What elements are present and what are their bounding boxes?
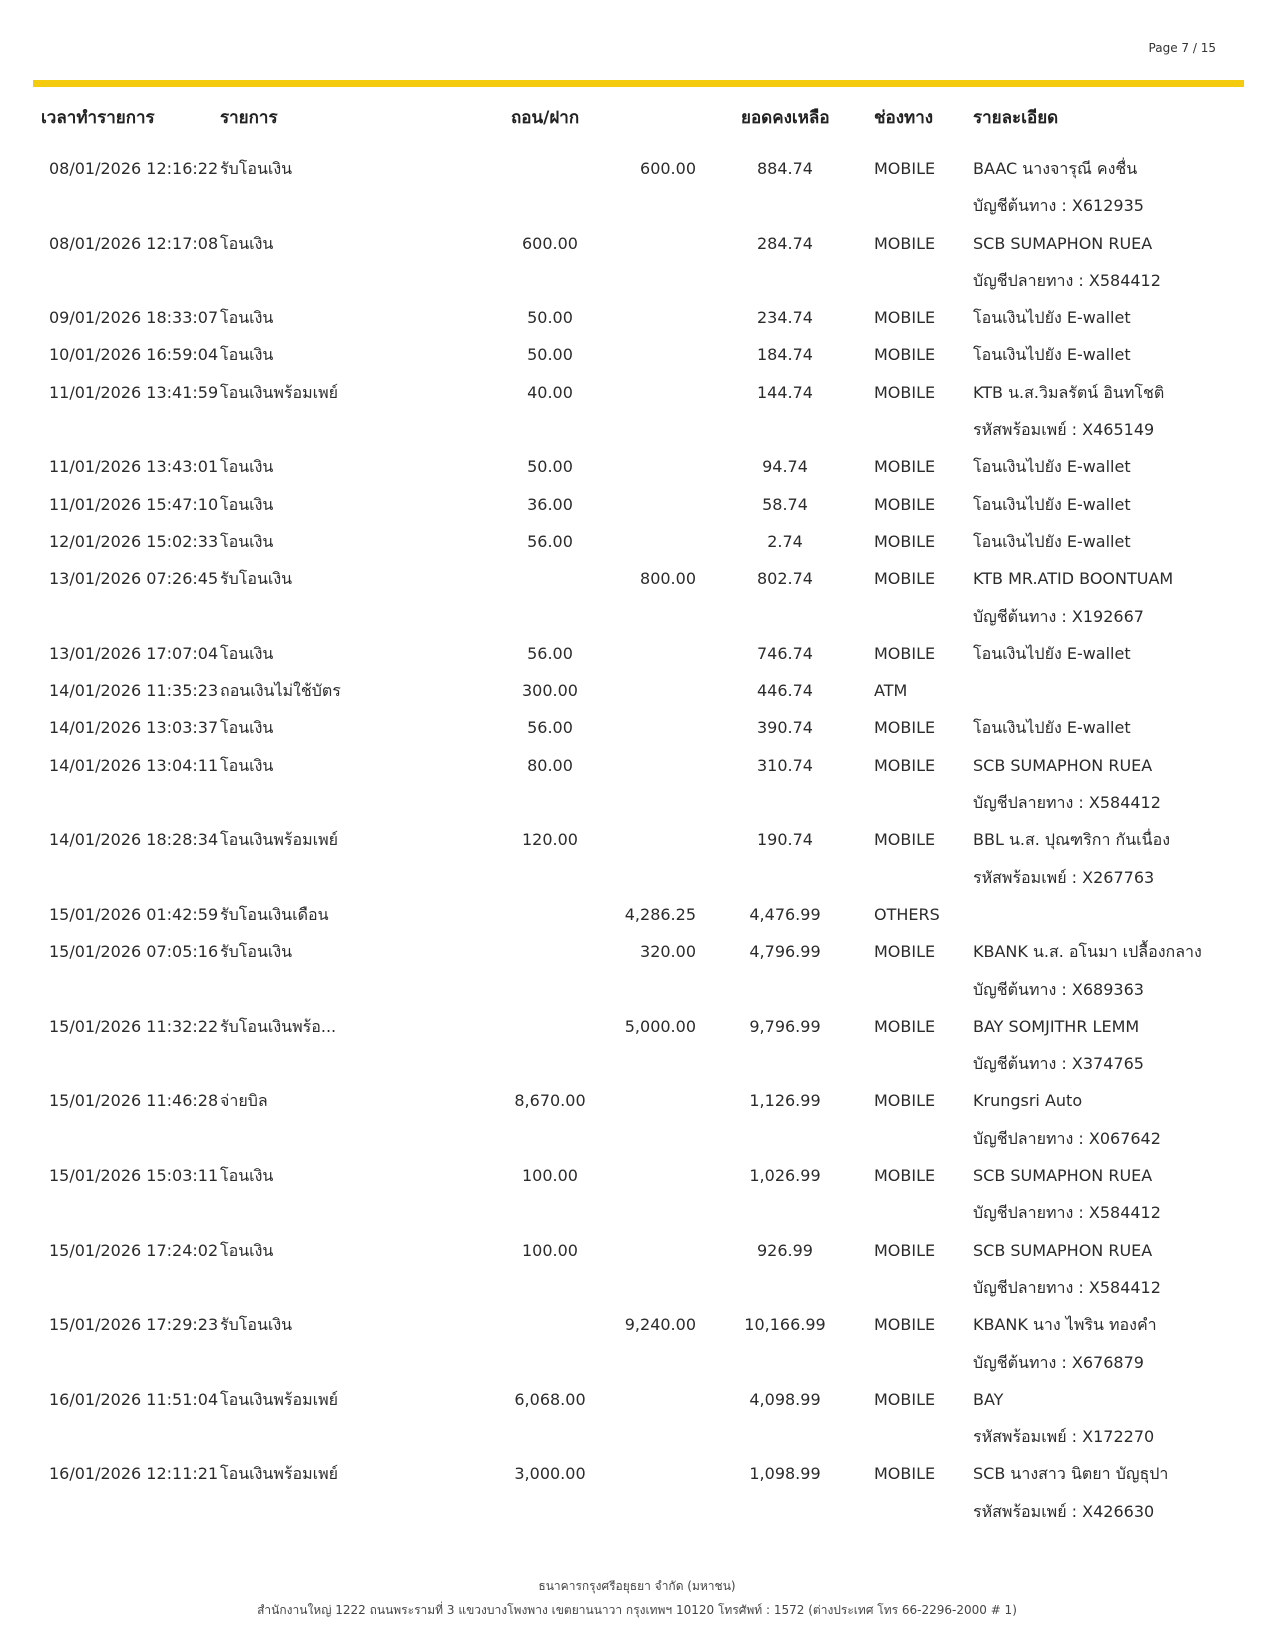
transaction-channel: MOBILE — [874, 1464, 936, 1484]
transaction-balance: 284.74 — [757, 233, 813, 253]
table-header — [0, 104, 1274, 134]
transaction-detail: โอนเงินไปยัง E-wallet — [973, 308, 1131, 328]
table-row — [0, 1381, 1274, 1456]
transaction-detail: โอนเงินไปยัง E-wallet — [973, 494, 1131, 514]
table-row — [0, 635, 1274, 672]
header-balance: ยอดคงเหลือ — [741, 108, 830, 128]
table-row — [0, 1157, 1274, 1232]
transaction-deposit: 4,286.25 — [624, 904, 696, 924]
transaction-detail: BAAC นางจารุณี คงชื่น — [973, 159, 1138, 178]
transaction-deposit: 800.00 — [640, 569, 696, 589]
transaction-channel: MOBILE — [874, 755, 936, 775]
transaction-deposit — [600, 336, 696, 373]
table-row — [0, 1008, 1274, 1083]
transaction-balance: 190.74 — [757, 830, 813, 850]
transaction-balance: 94.74 — [762, 457, 808, 477]
transaction-withdraw: 40.00 — [527, 382, 573, 402]
transaction-detail: SCB SUMAPHON RUEA — [973, 755, 1153, 775]
transaction-time: 09/01/2026 18:33:07 — [49, 308, 219, 328]
transaction-balance: 10,166.99 — [744, 1315, 826, 1335]
transaction-detail: KBANK นาง ไพริน ทองคำ — [973, 1315, 1157, 1335]
table-row — [0, 486, 1274, 523]
header-time: เวลาทำรายการ — [41, 108, 155, 128]
transaction-balance: 310.74 — [757, 755, 813, 775]
transaction-deposit — [600, 709, 696, 746]
transaction-time: 16/01/2026 12:11:21 — [49, 1464, 219, 1484]
transaction-withdraw: 100.00 — [522, 1166, 578, 1186]
transaction-withdraw: 80.00 — [527, 755, 573, 775]
transaction-channel: MOBILE — [874, 1389, 936, 1409]
transaction-channel: MOBILE — [874, 531, 936, 551]
transaction-account-ref: รหัสพร้อมเพย์ : X267763 — [973, 867, 1155, 887]
transaction-description: โอนเงินพร้อมเพย์ — [220, 1464, 339, 1484]
header-description: รายการ — [220, 108, 278, 128]
transaction-channel: MOBILE — [874, 718, 936, 738]
transaction-time: 10/01/2026 16:59:04 — [49, 345, 219, 365]
transaction-balance: 144.74 — [757, 382, 813, 402]
transaction-deposit: 9,240.00 — [624, 1315, 696, 1335]
transaction-account-ref: บัญชีปลายทาง : X584412 — [973, 1277, 1161, 1297]
table-row — [0, 821, 1274, 896]
transaction-withdraw: 36.00 — [527, 494, 573, 514]
transaction-description: รับโอนเงิน — [220, 569, 293, 589]
transaction-account-ref: บัญชีต้นทาง : X676879 — [973, 1352, 1144, 1372]
transaction-channel: MOBILE — [874, 1091, 936, 1111]
table-row — [0, 448, 1274, 485]
transaction-time: 15/01/2026 17:29:23 — [49, 1315, 219, 1335]
transaction-channel: MOBILE — [874, 830, 936, 850]
transaction-account-ref: บัญชีปลายทาง : X067642 — [973, 1128, 1161, 1148]
transaction-description: โอนเงิน — [220, 755, 274, 775]
transaction-withdraw: 56.00 — [527, 531, 573, 551]
accent-bar — [33, 80, 1244, 87]
transaction-account-ref: บัญชีต้นทาง : X612935 — [973, 196, 1144, 216]
header-withdraw-deposit: ถอน/ฝาก — [511, 108, 580, 128]
transaction-detail: โอนเงินไปยัง E-wallet — [973, 457, 1131, 477]
transaction-balance: 446.74 — [757, 681, 813, 701]
transaction-deposit — [600, 1232, 696, 1269]
transaction-description: โอนเงิน — [220, 531, 274, 551]
transaction-detail: KBANK น.ส. อโนมา เปลื้องกลาง — [973, 942, 1202, 962]
transaction-time: 14/01/2026 11:35:23 — [49, 681, 219, 701]
table-row — [0, 299, 1274, 336]
transaction-deposit — [600, 1157, 696, 1194]
transaction-time: 12/01/2026 15:02:33 — [49, 531, 219, 551]
table-row — [0, 1082, 1274, 1157]
transaction-time: 13/01/2026 17:07:04 — [49, 643, 219, 663]
transaction-channel: MOBILE — [874, 1315, 936, 1335]
transaction-description: โอนเงิน — [220, 494, 274, 514]
footer-bank-name: ธนาคารกรุงศรีอยุธยา จำกัด (มหาชน) — [538, 1579, 736, 1593]
transaction-deposit — [600, 1381, 696, 1418]
transaction-account-ref: บัญชีต้นทาง : X192667 — [973, 606, 1144, 626]
transaction-description: โอนเงิน — [220, 1166, 274, 1186]
transaction-balance: 746.74 — [757, 643, 813, 663]
transaction-channel: MOBILE — [874, 233, 936, 253]
transaction-withdraw: 6,068.00 — [514, 1389, 586, 1409]
transaction-time: 14/01/2026 18:28:34 — [49, 830, 219, 850]
transaction-channel: MOBILE — [874, 643, 936, 663]
transaction-detail: SCB SUMAPHON RUEA — [973, 233, 1153, 253]
transaction-withdraw: 50.00 — [527, 345, 573, 365]
transaction-deposit — [600, 1082, 696, 1119]
transaction-time: 11/01/2026 13:43:01 — [49, 457, 219, 477]
transaction-channel: MOBILE — [874, 1166, 936, 1186]
transaction-withdraw: 56.00 — [527, 718, 573, 738]
transaction-channel: ATM — [874, 681, 908, 701]
transaction-channel: MOBILE — [874, 382, 936, 402]
transaction-account-ref: รหัสพร้อมเพย์ : X465149 — [973, 420, 1155, 440]
transaction-time: 14/01/2026 13:04:11 — [49, 755, 219, 775]
transaction-channel: MOBILE — [874, 457, 936, 477]
transaction-channel: MOBILE — [874, 345, 936, 365]
table-row — [0, 747, 1274, 822]
table-row — [0, 709, 1274, 746]
transaction-detail: โอนเงินไปยัง E-wallet — [973, 345, 1131, 365]
transaction-time: 15/01/2026 01:42:59 — [49, 904, 219, 924]
transaction-balance: 2.74 — [767, 531, 803, 551]
transaction-description: โอนเงิน — [220, 233, 274, 253]
transaction-withdraw: 50.00 — [527, 457, 573, 477]
transaction-withdraw: 120.00 — [522, 830, 578, 850]
transaction-balance: 184.74 — [757, 345, 813, 365]
transaction-withdraw: 600.00 — [522, 233, 578, 253]
transaction-balance: 58.74 — [762, 494, 808, 514]
transaction-balance: 4,098.99 — [749, 1389, 821, 1409]
transaction-description: โอนเงิน — [220, 718, 274, 738]
transaction-deposit — [600, 448, 696, 485]
transaction-balance: 234.74 — [757, 308, 813, 328]
transaction-detail: BBL น.ส. ปุณฑริกา กันเนื่อง — [973, 830, 1170, 850]
transaction-deposit: 600.00 — [640, 159, 696, 178]
table-row — [0, 523, 1274, 560]
transaction-balance: 9,796.99 — [749, 1016, 821, 1036]
transaction-time: 16/01/2026 11:51:04 — [49, 1389, 219, 1409]
transaction-detail: KTB MR.ATID BOONTUAM — [973, 569, 1174, 589]
table-row — [0, 933, 1274, 1008]
transaction-channel: MOBILE — [874, 942, 936, 962]
transaction-balance: 802.74 — [757, 569, 813, 589]
table-row — [0, 374, 1274, 449]
table-row — [0, 896, 1274, 933]
transaction-description: โอนเงิน — [220, 457, 274, 477]
transaction-balance: 926.99 — [757, 1240, 813, 1260]
transaction-detail: BAY — [973, 1389, 1004, 1409]
table-row — [0, 225, 1274, 300]
transaction-withdraw: 56.00 — [527, 643, 573, 663]
transaction-time: 08/01/2026 12:17:08 — [49, 233, 219, 253]
transaction-channel: MOBILE — [874, 308, 936, 328]
transaction-channel: MOBILE — [874, 494, 936, 514]
transaction-description: โอนเงิน — [220, 345, 274, 365]
table-row — [0, 1306, 1274, 1381]
transaction-account-ref: บัญชีปลายทาง : X584412 — [973, 1203, 1161, 1223]
transaction-balance: 884.74 — [757, 159, 813, 178]
transaction-description: โอนเงินพร้อมเพย์ — [220, 830, 339, 850]
transaction-detail: Krungsri Auto — [973, 1091, 1083, 1111]
transaction-channel: MOBILE — [874, 1240, 936, 1260]
transaction-channel: MOBILE — [874, 159, 936, 178]
transaction-description: รับโอนเงินพร้อ... — [220, 1016, 337, 1036]
transaction-deposit: 5,000.00 — [624, 1016, 696, 1036]
transaction-detail: SCB SUMAPHON RUEA — [973, 1166, 1153, 1186]
transaction-time: 11/01/2026 15:47:10 — [49, 494, 219, 514]
transaction-balance: 1,126.99 — [749, 1091, 821, 1111]
transaction-withdraw: 300.00 — [522, 681, 578, 701]
table-row — [0, 672, 1274, 709]
transaction-description: โอนเงินพร้อมเพย์ — [220, 382, 339, 402]
transaction-time: 15/01/2026 15:03:11 — [49, 1166, 219, 1186]
transaction-balance: 1,026.99 — [749, 1166, 821, 1186]
transaction-deposit — [600, 1455, 696, 1492]
transaction-balance: 4,476.99 — [749, 904, 821, 924]
transaction-detail — [973, 672, 1253, 709]
transaction-deposit — [600, 374, 696, 411]
transaction-account-ref: รหัสพร้อมเพย์ : X426630 — [973, 1501, 1155, 1521]
transaction-balance: 390.74 — [757, 718, 813, 738]
transaction-description: จ่ายบิล — [220, 1091, 268, 1111]
transaction-list — [0, 150, 1274, 1530]
transaction-time: 15/01/2026 17:24:02 — [49, 1240, 219, 1260]
transaction-account-ref: บัญชีต้นทาง : X689363 — [973, 979, 1144, 999]
transaction-account-ref: บัญชีปลายทาง : X584412 — [973, 793, 1161, 813]
transaction-description: โอนเงิน — [220, 308, 274, 328]
transaction-detail: BAY SOMJITHR LEMM — [973, 1016, 1140, 1036]
transaction-balance: 4,796.99 — [749, 942, 821, 962]
transaction-detail: SCB SUMAPHON RUEA — [973, 1240, 1153, 1260]
transaction-description: รับโอนเงิน — [220, 159, 293, 178]
header-channel: ช่องทาง — [874, 108, 934, 128]
transaction-detail — [973, 896, 1253, 933]
transaction-description: รับโอนเงิน — [220, 942, 293, 962]
transaction-deposit — [600, 486, 696, 523]
table-row — [0, 1455, 1274, 1530]
transaction-description: โอนเงิน — [220, 643, 274, 663]
footer-address: สำนักงานใหญ่ 1222 ถนนพระรามที่ 3 แขวงบางโพงพาง เขตยานนาวา กรุงเทพฯ 10120 โทรศัพท์ : 1572 (ต่างประเทศ โทร 66-2296-2000 # 1) — [257, 1603, 1017, 1617]
table-row — [0, 150, 1274, 225]
transaction-withdraw: 3,000.00 — [514, 1464, 586, 1484]
transaction-deposit — [600, 821, 696, 858]
transaction-withdraw: 8,670.00 — [514, 1091, 586, 1111]
transaction-time: 13/01/2026 07:26:45 — [49, 569, 219, 589]
table-row — [0, 560, 1274, 635]
transaction-time: 11/01/2026 13:41:59 — [49, 382, 219, 402]
transaction-balance: 1,098.99 — [749, 1464, 821, 1484]
transaction-description: โอนเงิน — [220, 1240, 274, 1260]
transaction-time: 14/01/2026 13:03:37 — [49, 718, 219, 738]
transaction-description: รับโอนเงินเดือน — [220, 904, 329, 924]
transaction-detail: โอนเงินไปยัง E-wallet — [973, 643, 1131, 663]
transaction-detail: โอนเงินไปยัง E-wallet — [973, 531, 1131, 551]
header-details: รายละเอียด — [973, 108, 1059, 128]
transaction-account-ref: รหัสพร้อมเพย์ : X172270 — [973, 1427, 1155, 1447]
transaction-channel: OTHERS — [874, 904, 940, 924]
transaction-account-ref: บัญชีต้นทาง : X374765 — [973, 1054, 1144, 1074]
transaction-time: 15/01/2026 11:46:28 — [49, 1091, 219, 1111]
transaction-deposit — [600, 299, 696, 336]
transaction-deposit: 320.00 — [640, 942, 696, 962]
transaction-deposit — [600, 672, 696, 709]
transaction-description: โอนเงินพร้อมเพย์ — [220, 1389, 339, 1409]
transaction-withdraw: 100.00 — [522, 1240, 578, 1260]
transaction-description: ถอนเงินไม่ใช้บัตร — [220, 681, 341, 701]
transaction-channel: MOBILE — [874, 1016, 936, 1036]
transaction-detail: KTB น.ส.วิมลรัตน์ อินทโชติ — [973, 382, 1165, 402]
transaction-deposit — [600, 635, 696, 672]
transaction-detail: SCB นางสาว นิตยา บัญธุปา — [973, 1464, 1169, 1484]
table-row — [0, 1232, 1274, 1307]
transaction-time: 08/01/2026 12:16:22 — [49, 159, 219, 178]
transaction-time: 15/01/2026 11:32:22 — [49, 1016, 219, 1036]
transaction-account-ref: บัญชีปลายทาง : X584412 — [973, 270, 1161, 290]
transaction-description: รับโอนเงิน — [220, 1315, 293, 1335]
transaction-withdraw: 50.00 — [527, 308, 573, 328]
transaction-channel: MOBILE — [874, 569, 936, 589]
transaction-time: 15/01/2026 07:05:16 — [49, 942, 219, 962]
transaction-deposit — [600, 747, 696, 784]
transaction-deposit — [600, 523, 696, 560]
table-row — [0, 336, 1274, 373]
transaction-deposit — [600, 225, 696, 262]
page-number: Page 7 / 15 — [1148, 41, 1216, 55]
transaction-detail: โอนเงินไปยัง E-wallet — [973, 718, 1131, 738]
